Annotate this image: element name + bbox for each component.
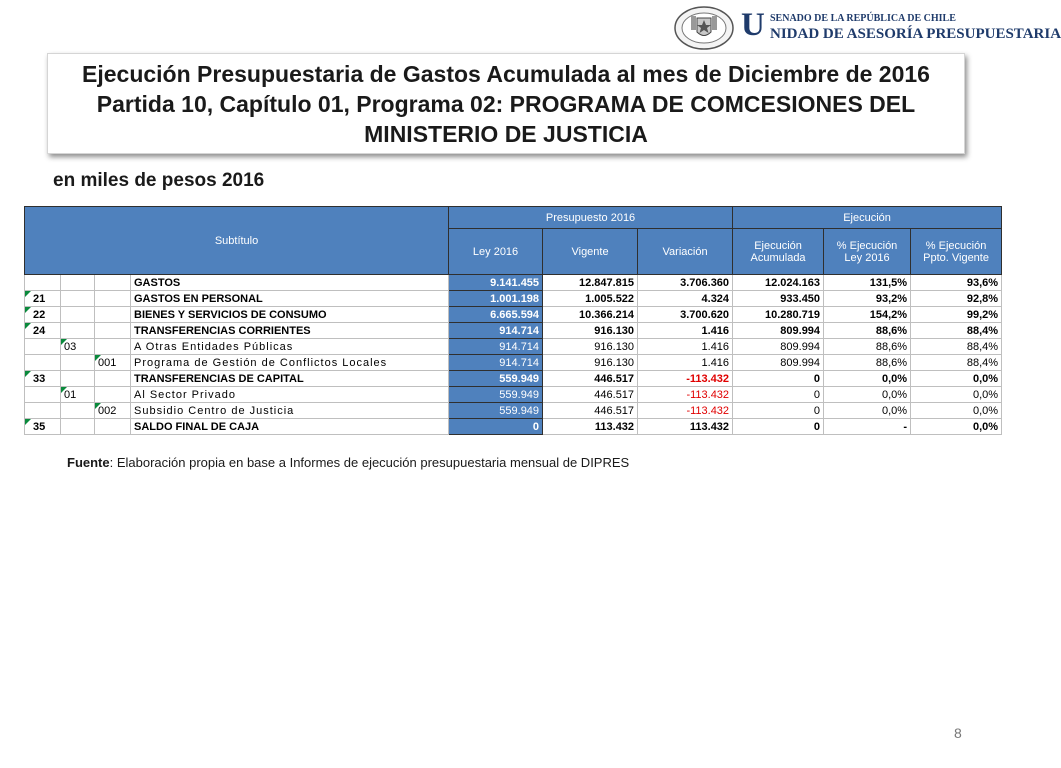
row-name: GASTOS [131,275,449,291]
variacion-value: 3.706.360 [638,275,733,291]
item-code [61,291,95,307]
budget-table [24,206,1002,435]
ley-value: 0 [449,419,543,435]
vigente-value: 1.005.522 [543,291,638,307]
pct-ley-value: 154,2% [824,307,911,323]
asignacion-code [95,387,131,403]
table-row [25,387,1002,403]
row-name: Programa de Gestión de Conflictos Locales [131,355,449,371]
header-vigente: Vigente [543,229,638,275]
row-name: GASTOS EN PERSONAL [131,291,449,307]
ejecucion-value: 809.994 [733,323,824,339]
asignacion-code [95,371,131,387]
vigente-value: 446.517 [543,371,638,387]
variacion-value: 1.416 [638,323,733,339]
header-pct-vig-line1: % Ejecución [925,239,987,252]
marker-icon [25,323,31,329]
pct-ley-value: 93,2% [824,291,911,307]
marker-icon [61,387,67,393]
ley-value: 914.714 [449,323,543,339]
asignacion-code: 001 [95,355,131,371]
marker-icon [25,291,31,297]
item-code [61,403,95,419]
ejecucion-value: 12.024.163 [733,275,824,291]
vigente-value: 916.130 [543,339,638,355]
header-pct-ley [824,229,911,275]
subtitulo-code [25,339,61,355]
table-row [25,307,1002,323]
pct-vigente-value: 88,4% [911,323,1002,339]
header-subtitulo: Subtítulo [25,207,449,275]
header-pct-ley-line2: Ley 2016 [844,251,890,264]
row-name: TRANSFERENCIAS DE CAPITAL [131,371,449,387]
marker-icon [25,307,31,313]
pct-ley-value: 131,5% [824,275,911,291]
pct-ley-value: 0,0% [824,403,911,419]
header-pct-vigente [911,229,1002,275]
org-initial: U [741,7,765,43]
page-title-line1: Ejecución Presupuestaria de Gastos Acumulada al mes de Diciembre de 2016 [82,60,930,87]
subtitulo-code: 24 [25,323,61,339]
marker-icon [61,339,67,345]
header-ejecucion: Ejecución [733,207,1002,229]
item-code [61,307,95,323]
pct-ley-value: 88,6% [824,339,911,355]
asignacion-code [95,275,131,291]
ley-value: 1.001.198 [449,291,543,307]
pct-ley-value: 0,0% [824,387,911,403]
pct-vigente-value: 0,0% [911,387,1002,403]
pct-vigente-value: 0,0% [911,371,1002,387]
pct-vigente-value: 99,2% [911,307,1002,323]
ejecucion-value: 10.280.719 [733,307,824,323]
ejecucion-value: 0 [733,371,824,387]
header-pct-vig-line2: Ppto. Vigente [923,251,989,264]
header-ejecucion-acumulada [733,229,824,275]
item-code [61,355,95,371]
pct-vigente-value: 92,8% [911,291,1002,307]
asignacion-code [95,339,131,355]
marker-icon [25,371,31,377]
item-code: 01 [61,387,95,403]
table-row [25,355,1002,371]
subtitulo-code: 35 [25,419,61,435]
page-title-line2: Partida 10, Capítulo 01, Programa 02: PROGRAMA DE COMCESIONES DEL [96,90,916,117]
asignacion-code [95,307,131,323]
subtitulo-code: 21 [25,291,61,307]
item-code [61,371,95,387]
ley-value: 914.714 [449,355,543,371]
header-ejec-acum-line2: Acumulada [750,251,806,264]
ejecucion-value: 0 [733,387,824,403]
page-title-line3: MINISTERIO DE JUSTICIA [364,120,648,147]
pct-vigente-value: 0,0% [911,419,1002,435]
subtitulo-code [25,403,61,419]
units-label: en miles de pesos 2016 [53,170,265,191]
asignacion-code [95,291,131,307]
item-code: 03 [61,339,95,355]
subtitulo-code [25,275,61,291]
ejecucion-value: 809.994 [733,339,824,355]
header-variacion: Variación [638,229,733,275]
source-label: Fuente [67,455,110,470]
table-row [25,403,1002,419]
ley-value: 559.949 [449,371,543,387]
pct-vigente-value: 88,4% [911,355,1002,371]
variacion-value: 1.416 [638,355,733,371]
marker-icon [25,419,31,425]
ejecucion-value: 933.450 [733,291,824,307]
pct-ley-value: 88,6% [824,323,911,339]
ley-value: 559.949 [449,403,543,419]
title-box [47,53,965,154]
table-row [25,323,1002,339]
marker-icon [95,403,101,409]
header-ley: Ley 2016 [449,229,543,275]
ley-value: 9.141.455 [449,275,543,291]
org-unit-name: NIDAD DE ASESORÍA PRESUPUESTARIA [770,26,1061,42]
variacion-value: 3.700.620 [638,307,733,323]
org-senate-name: SENADO DE LA REPÚBLICA DE CHILE [770,13,956,24]
ejecucion-value: 0 [733,403,824,419]
item-code [61,323,95,339]
variacion-value: -113.432 [638,403,733,419]
subtitulo-code: 22 [25,307,61,323]
row-name: BIENES Y SERVICIOS DE CONSUMO [131,307,449,323]
item-code [61,275,95,291]
row-name: A Otras Entidades Públicas [131,339,449,355]
ley-value: 914.714 [449,339,543,355]
vigente-value: 12.847.815 [543,275,638,291]
header-ejec-acum-line1: Ejecución [754,239,802,252]
variacion-value: 113.432 [638,419,733,435]
vigente-value: 916.130 [543,323,638,339]
pct-vigente-value: 0,0% [911,403,1002,419]
asignacion-code [95,419,131,435]
marker-icon [95,355,101,361]
variacion-value: -113.432 [638,371,733,387]
table-row [25,339,1002,355]
ejecucion-value: 0 [733,419,824,435]
ejecucion-value: 809.994 [733,355,824,371]
vigente-value: 916.130 [543,355,638,371]
subtitulo-code: 33 [25,371,61,387]
source-text: : Elaboración propia en base a Informes de ejecución presupuestaria mensual de DIPRES [109,455,630,470]
vigente-value: 113.432 [543,419,638,435]
table-row [25,419,1002,435]
vigente-value: 446.517 [543,403,638,419]
pct-ley-value: 0,0% [824,371,911,387]
pct-ley-value: 88,6% [824,355,911,371]
subtitulo-code [25,355,61,371]
ley-value: 559.949 [449,387,543,403]
item-code [61,419,95,435]
row-name: TRANSFERENCIAS CORRIENTES [131,323,449,339]
pct-vigente-value: 88,4% [911,339,1002,355]
variacion-value: -113.432 [638,387,733,403]
table-row [25,275,1002,291]
table-row [25,371,1002,387]
pct-vigente-value: 93,6% [911,275,1002,291]
header-pct-ley-line1: % Ejecución [836,239,898,252]
source-note [67,455,629,470]
pct-ley-value: - [824,419,911,435]
asignacion-code: 002 [95,403,131,419]
vigente-value: 10.366.214 [543,307,638,323]
subtitulo-code [25,387,61,403]
header-presupuesto: Presupuesto 2016 [449,207,733,229]
table-row [25,291,1002,307]
asignacion-code [95,323,131,339]
row-name: SALDO FINAL DE CAJA [131,419,449,435]
page-number: 8 [954,725,962,741]
vigente-value: 446.517 [543,387,638,403]
senate-seal-icon [673,6,735,50]
ley-value: 6.665.594 [449,307,543,323]
variacion-value: 4.324 [638,291,733,307]
variacion-value: 1.416 [638,339,733,355]
row-name: Subsidio Centro de Justicia [131,403,449,419]
row-name: Al Sector Privado [131,387,449,403]
